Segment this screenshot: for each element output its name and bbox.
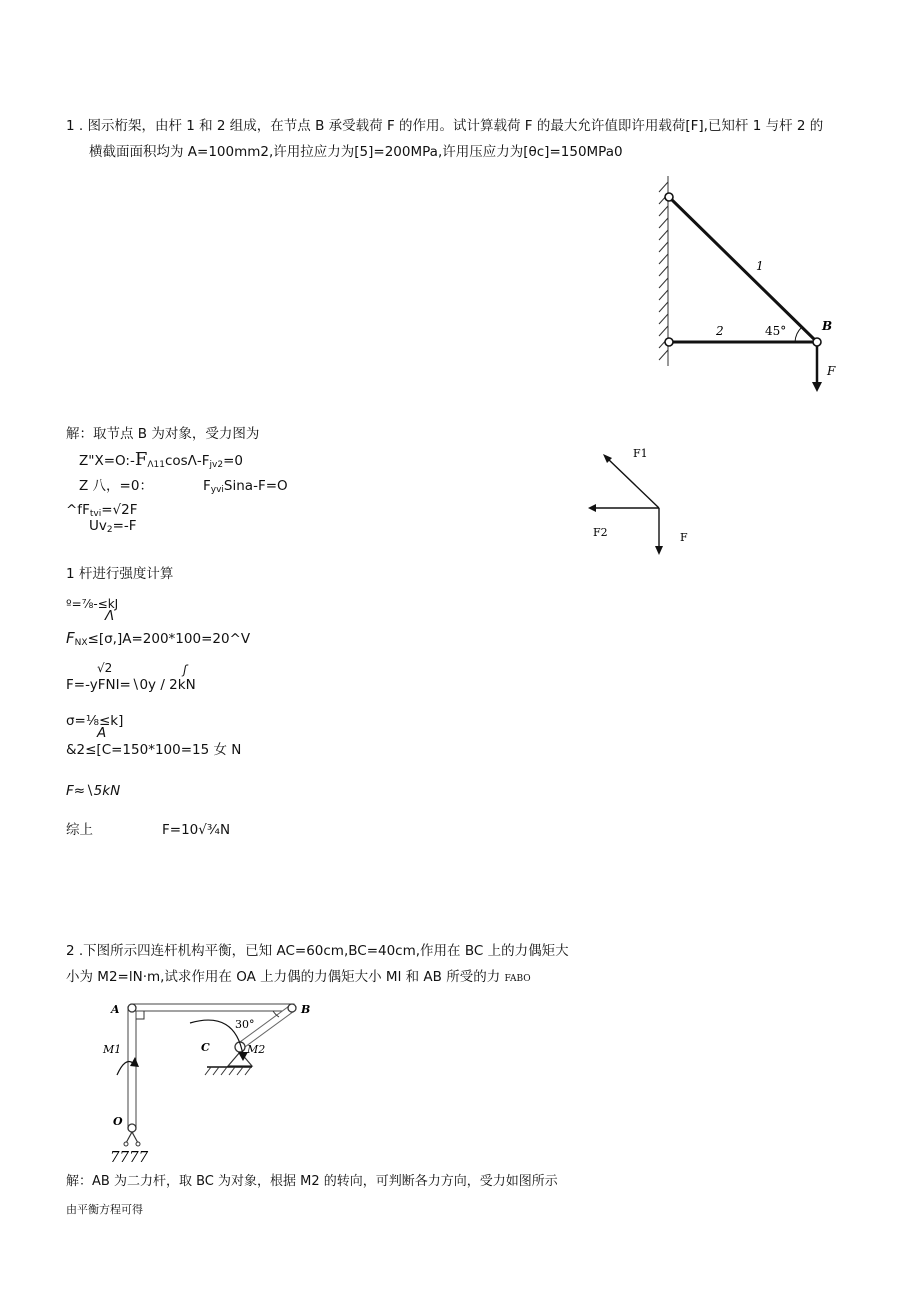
calc-2: $F_{NX}\le[\sigma,]A=200*100=20\^{}V$ xyxy=(66,629,251,648)
equation-4: $Uv_2=-F$ xyxy=(89,518,137,535)
label-b: B xyxy=(301,1003,311,1016)
rod-1 xyxy=(669,197,817,342)
mechanism-figure xyxy=(95,995,335,1170)
problem1-statement-line1: 1 . 图示桁架，由杆 1 和 2 组成，在节点 B 承受载荷 F 的作用。试计算载荷 F 的最大允许值即许用载荷[F],已知杆 1 与杆 2 的 xyxy=(66,118,824,134)
truss-figure xyxy=(650,170,850,400)
load-label: F xyxy=(827,364,836,378)
rod2-label: 2 xyxy=(716,324,724,338)
calc-1-denominator: Λ xyxy=(105,608,115,624)
f-label: F xyxy=(680,531,688,544)
label-30deg: 30° xyxy=(235,1018,255,1031)
calc-3-top-mark: ʃ xyxy=(183,663,188,677)
equation-3: $\^{}fF_{tvi}=√2F$ xyxy=(66,502,138,519)
f2-label: F2 xyxy=(593,526,608,539)
summary-label: 综上 xyxy=(66,822,93,838)
label-o: O xyxy=(113,1115,123,1128)
rod1-label: 1 xyxy=(756,259,764,273)
problem2-statement-line2: 小为 M2=lN·m,试求作用在 OA 上力偶的力偶矩大小 Ml 和 AB 所受的力 FABO xyxy=(66,969,531,985)
free-body-diagram xyxy=(585,440,705,560)
node-b-label: B xyxy=(822,319,833,333)
equation-2-right: $F_{yvi}Sina-F=O$ xyxy=(203,478,288,495)
f1-label: F1 xyxy=(633,447,648,460)
label-a: A xyxy=(111,1003,120,1016)
f-arrow-icon xyxy=(655,546,663,555)
calc-6: F≈∖5kN xyxy=(66,783,121,799)
calc-1: º=⅞-≤kJ xyxy=(66,597,119,611)
calc-4: σ=⅛≤k] xyxy=(66,713,124,729)
rod1-strength-heading: 1 杆进行强度计算 xyxy=(66,566,174,582)
label-m2: M2 xyxy=(247,1043,266,1056)
f2-arrow-icon xyxy=(588,504,596,512)
summary-value: F=10√¾N xyxy=(162,822,231,838)
ground-hatch-label: 7777 xyxy=(110,1148,149,1166)
solution2: 解：AB 为二力杆，取 BC 为对象，根据 M2 的转向，可判断各力方向，受力如图所示 xyxy=(66,1174,558,1189)
solution2-next-line: 由平衡方程可得 xyxy=(66,1203,143,1216)
load-arrow-icon xyxy=(812,382,822,392)
calc-3-top: √2 xyxy=(97,661,113,675)
angle-label: 45° xyxy=(765,324,787,338)
label-c: C xyxy=(201,1041,210,1054)
solution1-intro: 解：取节点 B 为对象，受力图为 xyxy=(66,426,260,442)
problem2-statement-line1: 2 .下图所示四连杆机构平衡，已知 AC=60cm,BC=40cm,作用在 BC 上的力偶矩大 xyxy=(66,943,569,959)
equation-1: $Z"X=O:-F_{\Lambda 11}\cos\Lambda-F_{jv2}=0$ xyxy=(79,449,243,470)
label-m1: M1 xyxy=(103,1043,122,1056)
calc-5: &2≤[C=150*100=15 女 N xyxy=(66,742,242,758)
calc-3: F=-yFNI=∖0y / 2kN xyxy=(66,677,196,693)
calc-4-denominator: A xyxy=(97,725,107,741)
problem1-statement-line2: 横截面面积均为 A=100mm2,许用拉应力为[5]=200MPa,许用压应力为[θc]=150MPa0 xyxy=(89,144,623,160)
equation-2-left: Z 八，=0： xyxy=(79,478,153,494)
